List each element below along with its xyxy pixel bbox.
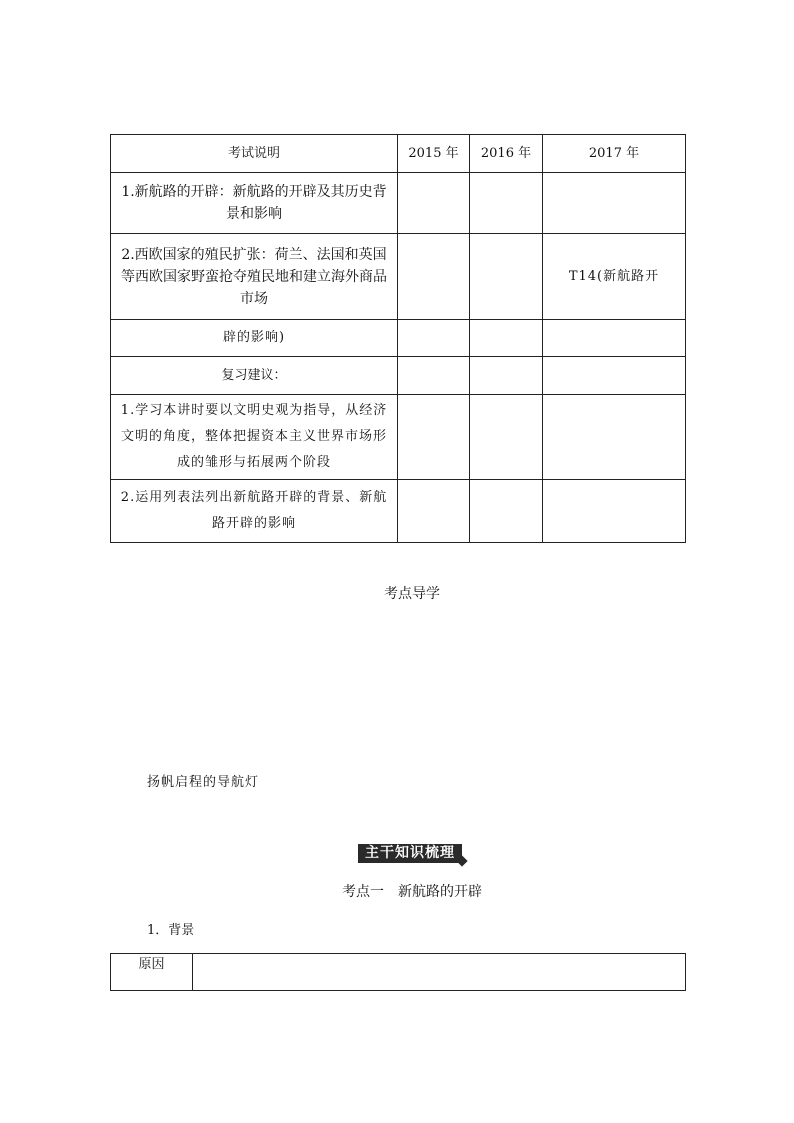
row-2017: T14(新航路开 xyxy=(543,234,686,320)
bg-label: 原因 xyxy=(111,954,193,991)
header-2016: 2016 年 xyxy=(470,135,543,173)
banner-main-knowledge xyxy=(358,844,462,863)
subtitle: 扬帆启程的导航灯 xyxy=(147,775,260,790)
row-2015 xyxy=(398,395,470,480)
row-2017 xyxy=(543,173,686,234)
row-desc: 复习建议： xyxy=(111,357,398,395)
row-desc: 2.运用列表法列出新航路开辟的背景、新航路开辟的影响 xyxy=(111,480,398,543)
item-label: 1．背景 xyxy=(147,923,195,938)
banner-label: 主干知识梳理 xyxy=(365,845,455,861)
table-row xyxy=(111,954,686,991)
exam-table xyxy=(110,134,686,543)
table-row xyxy=(111,395,686,480)
table-row xyxy=(111,357,686,395)
header-2017: 2017 年 xyxy=(543,135,686,173)
row-2017 xyxy=(543,395,686,480)
row-2015 xyxy=(398,320,470,357)
row-2015 xyxy=(398,173,470,234)
row-2017 xyxy=(543,320,686,357)
background-table xyxy=(110,953,686,991)
table-row xyxy=(111,234,686,320)
table-row xyxy=(111,320,686,357)
row-desc: 2.西欧国家的殖民扩张：荷兰、法国和英国等西欧国家野蛮抢夺殖民地和建立海外商品市场 xyxy=(111,234,398,320)
header-exam-notes: 考试说明 xyxy=(111,135,398,173)
table-row xyxy=(111,173,686,234)
bg-value xyxy=(193,954,686,991)
row-2017 xyxy=(543,357,686,395)
row-2016 xyxy=(470,395,543,480)
row-2016 xyxy=(470,234,543,320)
row-desc: 辟的影响) xyxy=(111,320,398,357)
row-2015 xyxy=(398,357,470,395)
row-2017 xyxy=(543,480,686,543)
row-2016 xyxy=(470,320,543,357)
row-desc: 1.新航路的开辟：新航路的开辟及其历史背景和影响 xyxy=(111,173,398,234)
header-2015: 2015 年 xyxy=(398,135,470,173)
row-2016 xyxy=(470,480,543,543)
row-2016 xyxy=(470,357,543,395)
row-2015 xyxy=(398,234,470,320)
row-desc: 1.学习本讲时要以文明史观为指导，从经济文明的角度，整体把握资本主义世界市场形成的雏形与拓展两个阶段 xyxy=(111,395,398,480)
row-2015 xyxy=(398,480,470,543)
table-row xyxy=(111,480,686,543)
table-header-row xyxy=(111,135,686,173)
banner-corner-icon xyxy=(456,855,467,866)
topic-title: 考点一 新航路的开辟 xyxy=(342,884,482,900)
section-title: 考点导学 xyxy=(384,586,440,602)
row-2016 xyxy=(470,173,543,234)
